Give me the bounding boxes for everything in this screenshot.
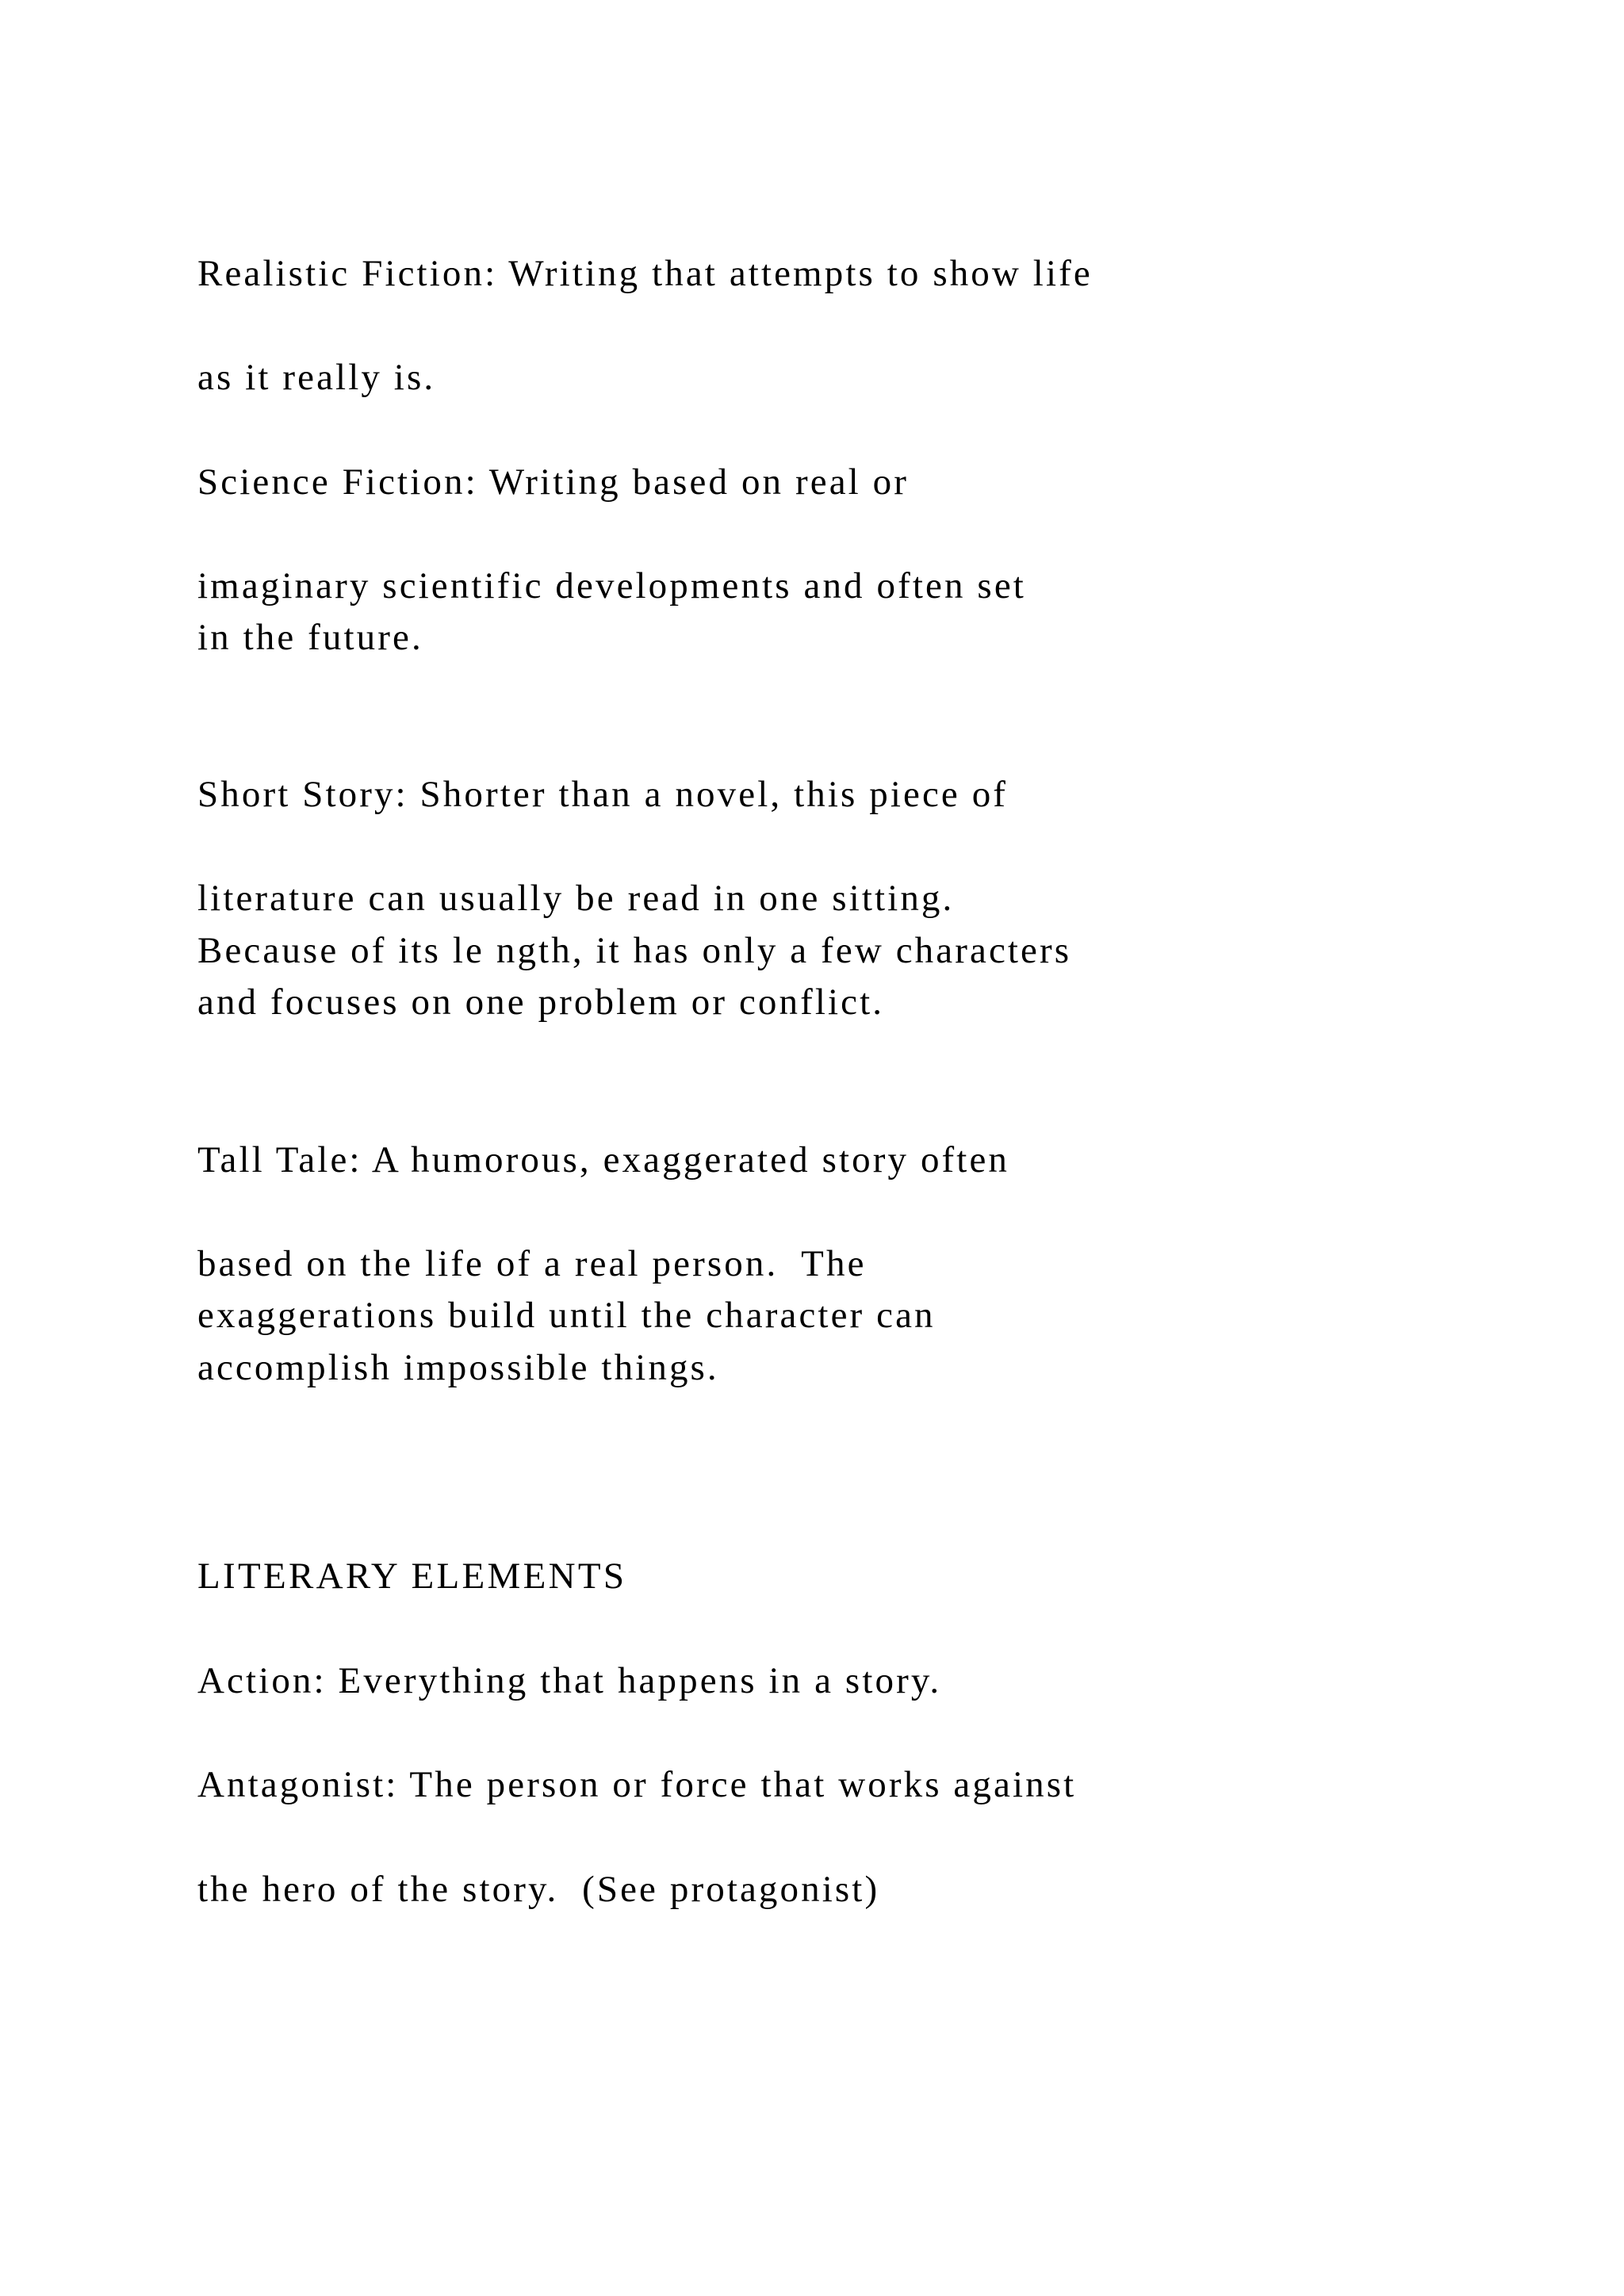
text-line: the hero of the story. (See protagonist): [197, 1869, 880, 1910]
section-heading: LITERARY ELEMENTS: [197, 1556, 627, 1597]
text-line: literature can usually be read in one sitting.: [197, 878, 955, 919]
text-line: imaginary scientific developments and often set: [197, 565, 1026, 607]
text-line: Tall Tale: A humorous, exaggerated story often: [197, 1139, 1010, 1181]
text-line: exaggerations build until the character can: [197, 1295, 936, 1336]
text-line: and focuses on one problem or conflict.: [197, 982, 885, 1023]
text-line: Short Story: Shorter than a novel, this piece of: [197, 774, 1009, 815]
text-line: Antagonist: The person or force that works against: [197, 1764, 1077, 1805]
text-line: as it really is.: [197, 357, 436, 398]
text-line: accomplish impossible things.: [197, 1347, 719, 1388]
text-line: Science Fiction: Writing based on real or: [197, 461, 910, 503]
text-line: Realistic Fiction: Writing that attempts to show life: [197, 253, 1093, 294]
text-line: in the future.: [197, 617, 423, 658]
text-line: Action: Everything that happens in a story.: [197, 1660, 942, 1701]
text-line: based on the life of a real person. The: [197, 1243, 867, 1284]
text-line: Because of its le ngth, it has only a few characters: [197, 930, 1072, 971]
